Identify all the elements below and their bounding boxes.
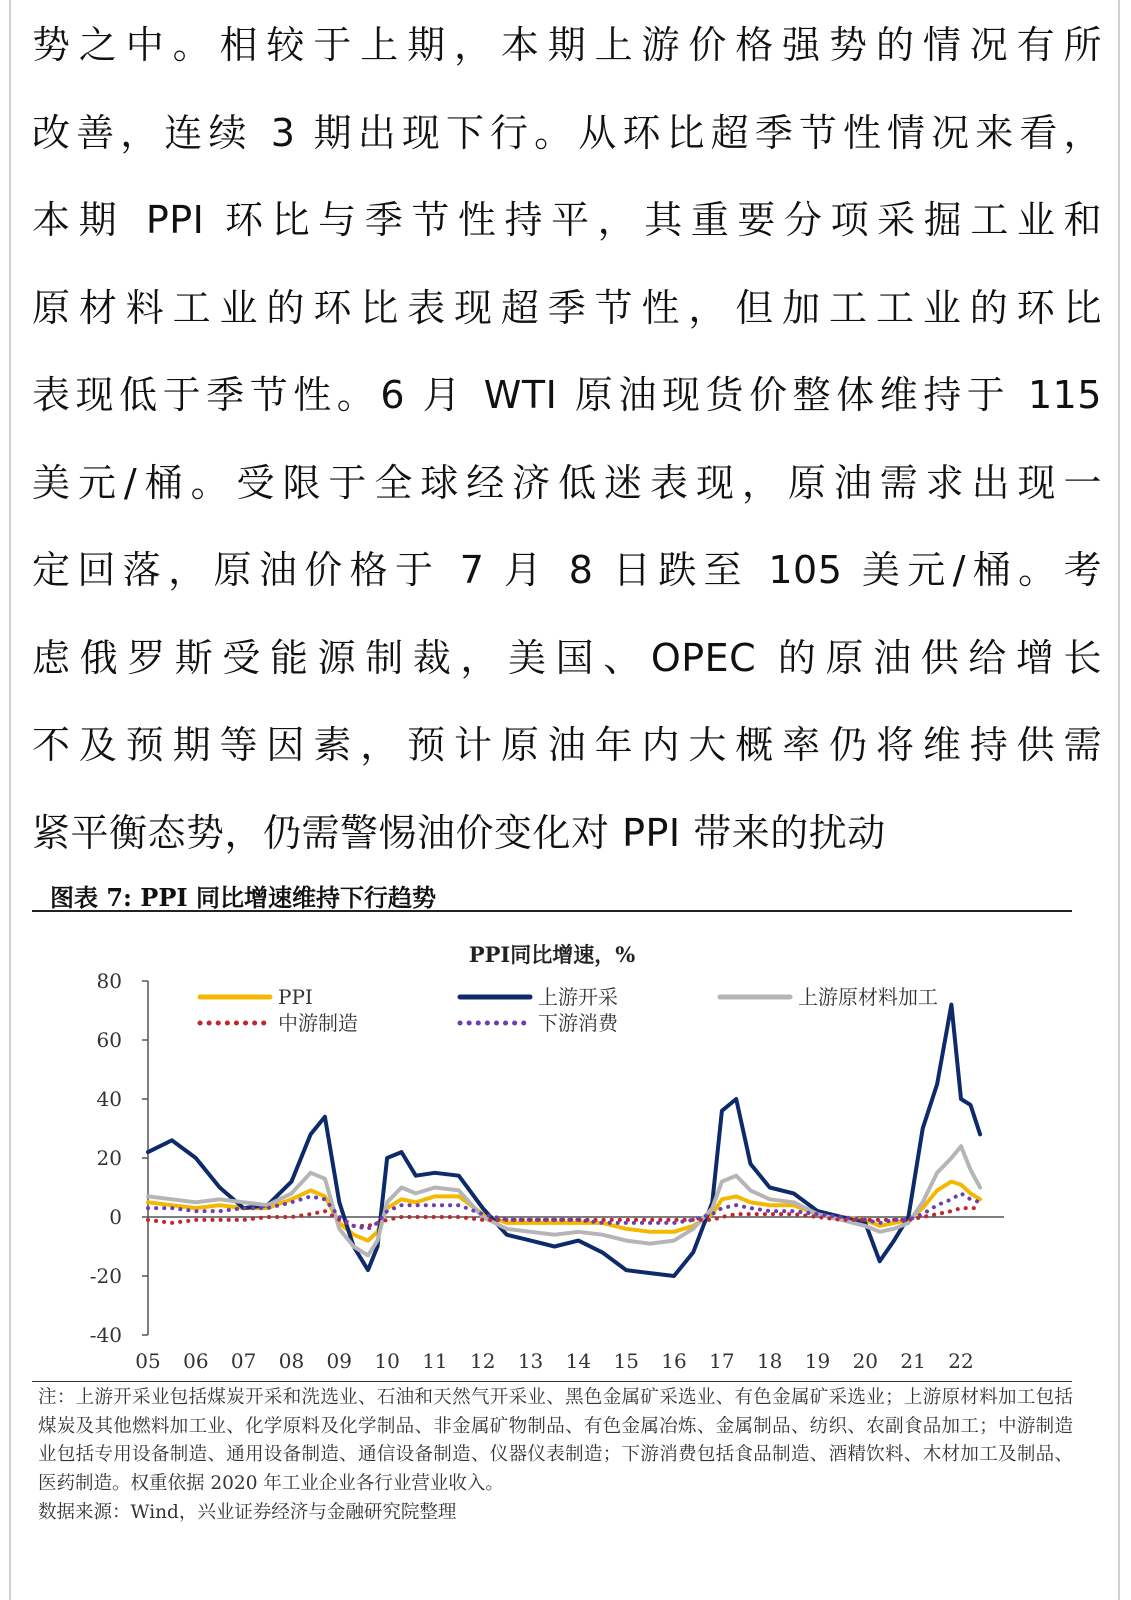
x-tick-label: 20 xyxy=(852,1349,879,1373)
x-tick-label: 07 xyxy=(230,1349,257,1373)
x-tick-label: 05 xyxy=(135,1349,161,1373)
x-tick-label: 08 xyxy=(278,1349,305,1373)
series-line-2 xyxy=(148,1146,980,1255)
body-line: 原材料工业的环比表现超季节性，但加工工业的环比 xyxy=(32,285,1102,330)
body-paragraph xyxy=(32,2,1102,877)
data-source: 数据来源：Wind，兴业证券经济与金融研究院整理 xyxy=(38,1502,457,1523)
x-tick-label: 15 xyxy=(613,1349,639,1373)
chart-bottom-rule xyxy=(32,1381,1072,1382)
x-tick-label: 22 xyxy=(948,1349,974,1373)
chart-title: PPI同比增速，% xyxy=(468,942,636,967)
legend-label-3: 中游制造 xyxy=(278,1011,358,1035)
y-tick-label: -20 xyxy=(89,1264,122,1288)
legend-label-2: 上游原材料加工 xyxy=(798,985,938,1009)
x-tick-label: 11 xyxy=(422,1349,448,1373)
y-tick-label: 60 xyxy=(96,1028,122,1052)
x-tick-label: 09 xyxy=(326,1349,353,1373)
x-tick-label: 06 xyxy=(183,1349,209,1373)
body-line: 本期 PPI 环比与季节性持平，其重要分项采掘工业和 xyxy=(32,198,1102,242)
body-line: 不及预期等因素，预计原油年内大概率仍将维持供需 xyxy=(32,723,1102,767)
x-tick-label: 21 xyxy=(900,1349,926,1373)
x-tick-label: 12 xyxy=(470,1349,496,1373)
y-tick-label: 20 xyxy=(96,1146,122,1170)
body-line: 改善，连续 3 期出现下行。从环比超季节性情况来看， xyxy=(32,110,1102,155)
ppi-chart xyxy=(32,925,1072,1380)
legend-label-0: PPI xyxy=(278,985,313,1009)
x-tick-label: 17 xyxy=(709,1349,735,1373)
chart-legend xyxy=(200,985,938,1035)
body-line: 紧平衡态势，仍需警惕油价变化对 PPI 带来的扰动 xyxy=(32,810,886,855)
figure-caption: 图表 7: PPI 同比增速维持下行趋势 xyxy=(50,883,436,912)
y-tick-label: 80 xyxy=(96,969,122,993)
caption-rule xyxy=(32,910,1072,912)
x-tick-label: 16 xyxy=(661,1349,687,1373)
y-tick-label: -40 xyxy=(89,1323,122,1347)
body-line: 定回落，原油价格于 7 月 8 日跌至 105 美元/桶。考 xyxy=(32,548,1102,592)
x-tick-label: 13 xyxy=(517,1349,544,1373)
x-tick-label: 18 xyxy=(756,1349,783,1373)
legend-label-1: 上游开采 xyxy=(538,985,618,1009)
figure-note: 注：上游开采业包括煤炭开采和洗选业、石油和天然气开采业、黑色金属矿采选业、有色金属矿采选业；上游原材料加工包括煤炭及其他燃料加工业、化学原料及化学制品、非金属矿物制品、有色金属冶炼、金属制品、纺织、农副食品加工；中游制造业包括专用设备制造、通用设备制造、通信设备制造、仪器仪表制造；下游消费包括食品制造、酒精饮料、木材加工及制品、医药制造。权重依据 2020 年工业企业各行业营业收入。 xyxy=(38,1387,1073,1494)
body-line: 势之中。相较于上期，本期上游价格强势的情况有所 xyxy=(32,23,1102,67)
x-tick-label: 10 xyxy=(374,1349,400,1373)
body-line: 美元/桶。受限于全球经济低迷表现，原油需求出现一 xyxy=(32,460,1102,505)
y-tick-label: 40 xyxy=(96,1087,122,1111)
x-tick-label: 19 xyxy=(804,1349,831,1373)
ppi-chart-svg xyxy=(32,925,1072,1380)
legend-label-4: 下游消费 xyxy=(538,1011,618,1035)
chart-series-layer xyxy=(148,1005,980,1276)
body-line: 表现低于季节性。6 月 WTI 原油现货价整体维持于 115 xyxy=(32,373,1102,417)
body-line: 虑俄罗斯受能源制裁，美国、OPEC 的原油供给增长 xyxy=(32,635,1102,680)
y-tick-label: 0 xyxy=(109,1205,122,1229)
x-tick-label: 14 xyxy=(565,1349,592,1373)
